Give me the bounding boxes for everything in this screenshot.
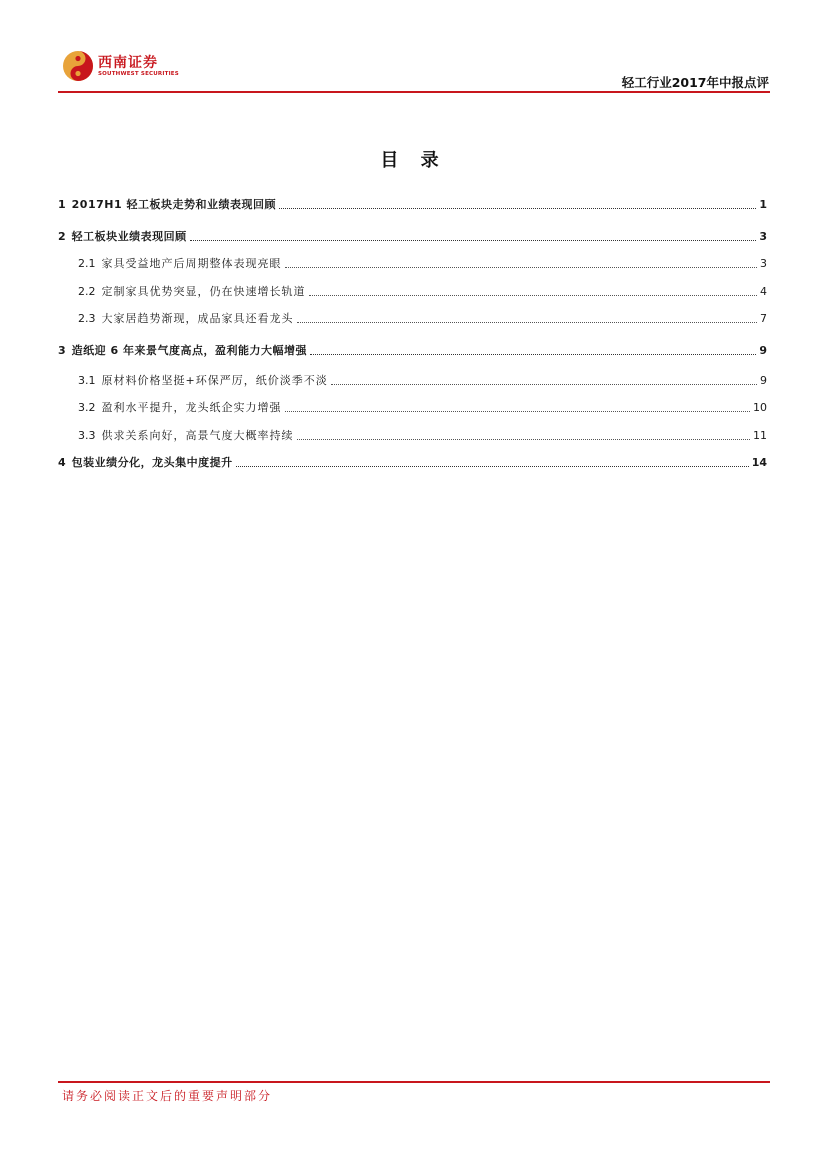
toc-entry[interactable]: [78, 368, 767, 388]
logo-text-cn: 西南证券: [98, 55, 158, 71]
toc-entry-label: 供求关系向好，高景气度大概率持续: [101, 429, 294, 442]
toc-leader-dots: [279, 208, 756, 209]
toc-entry-number: 3: [58, 344, 66, 357]
toc-entry[interactable]: [78, 423, 767, 443]
toc-entry[interactable]: [58, 224, 767, 244]
toc-leader-dots: [190, 240, 757, 241]
toc-heading: 目 录: [380, 150, 447, 171]
report-title: 轻工行业2017年中报点评: [621, 75, 769, 90]
toc-entry[interactable]: [78, 251, 767, 271]
toc-entry[interactable]: [58, 338, 767, 358]
toc-entry[interactable]: [78, 395, 767, 415]
toc-leader-dots: [297, 439, 751, 440]
toc-entry-page: 14: [751, 456, 767, 469]
toc-entry-number: 2.1: [78, 257, 96, 270]
toc-leader-dots: [331, 384, 757, 385]
toc-entry-number: 2: [58, 230, 66, 243]
toc-entry-page: 4: [760, 285, 767, 298]
toc-entry-number: 2.2: [78, 285, 96, 298]
toc-entry[interactable]: [58, 450, 767, 470]
toc-leader-dots: [285, 411, 751, 412]
toc-entry-label: 定制家具优势突显，仍在快速增长轨道: [101, 285, 306, 298]
toc-entry-page: 9: [759, 344, 767, 357]
footer-divider: [58, 1081, 770, 1083]
toc-entry-number: 3.2: [78, 401, 96, 414]
toc-entry-label: 2017H1 轻工板块走势和业绩表现回顾: [71, 198, 276, 211]
toc-leader-dots: [309, 295, 758, 296]
toc-entry[interactable]: [78, 279, 767, 299]
toc-entry-label: 轻工板块业绩表现回顾: [71, 230, 187, 243]
toc-leader-dots: [310, 354, 756, 355]
toc-entry-number: 4: [58, 456, 66, 469]
toc-entry-page: 7: [760, 312, 767, 325]
toc-entry-number: 3.3: [78, 429, 96, 442]
toc-leader-dots: [297, 322, 758, 323]
company-logo: [62, 50, 179, 84]
toc-entry-page: 1: [759, 198, 767, 211]
disclaimer-note: 请务必阅读正文后的重要声明部分: [62, 1089, 273, 1103]
logo-mark-icon: [62, 50, 94, 82]
toc-entry[interactable]: [58, 192, 767, 212]
toc-leader-dots: [285, 267, 758, 268]
toc-entry-label: 家具受益地产后周期整体表现亮眼: [101, 257, 282, 270]
toc-entry-number: 2.3: [78, 312, 96, 325]
toc-leader-dots: [236, 466, 749, 467]
toc-entry-page: 3: [759, 230, 767, 243]
header-divider: [58, 91, 770, 93]
page-header: [0, 0, 827, 100]
toc-entry-page: 9: [760, 374, 767, 387]
toc-entry-page: 3: [760, 257, 767, 270]
toc-entry-page: 10: [753, 401, 767, 414]
toc-entry-label: 大家居趋势渐现，成品家具还看龙头: [101, 312, 294, 325]
toc-entry-label: 盈利水平提升，龙头纸企实力增强: [101, 401, 282, 414]
toc-entry-number: 1: [58, 198, 66, 211]
toc-entry-number: 3.1: [78, 374, 96, 387]
logo-text-en: SOUTHWEST SECURITIES: [98, 71, 179, 77]
toc-entry-label: 造纸迎 6 年来景气度高点，盈利能力大幅增强: [71, 344, 307, 357]
toc-entry-label: 原材料价格坚挺+环保严厉，纸价淡季不淡: [101, 374, 328, 387]
toc-entry[interactable]: [78, 306, 767, 326]
toc-entry-label: 包装业绩分化，龙头集中度提升: [71, 456, 233, 469]
toc-entry-page: 11: [753, 429, 767, 442]
